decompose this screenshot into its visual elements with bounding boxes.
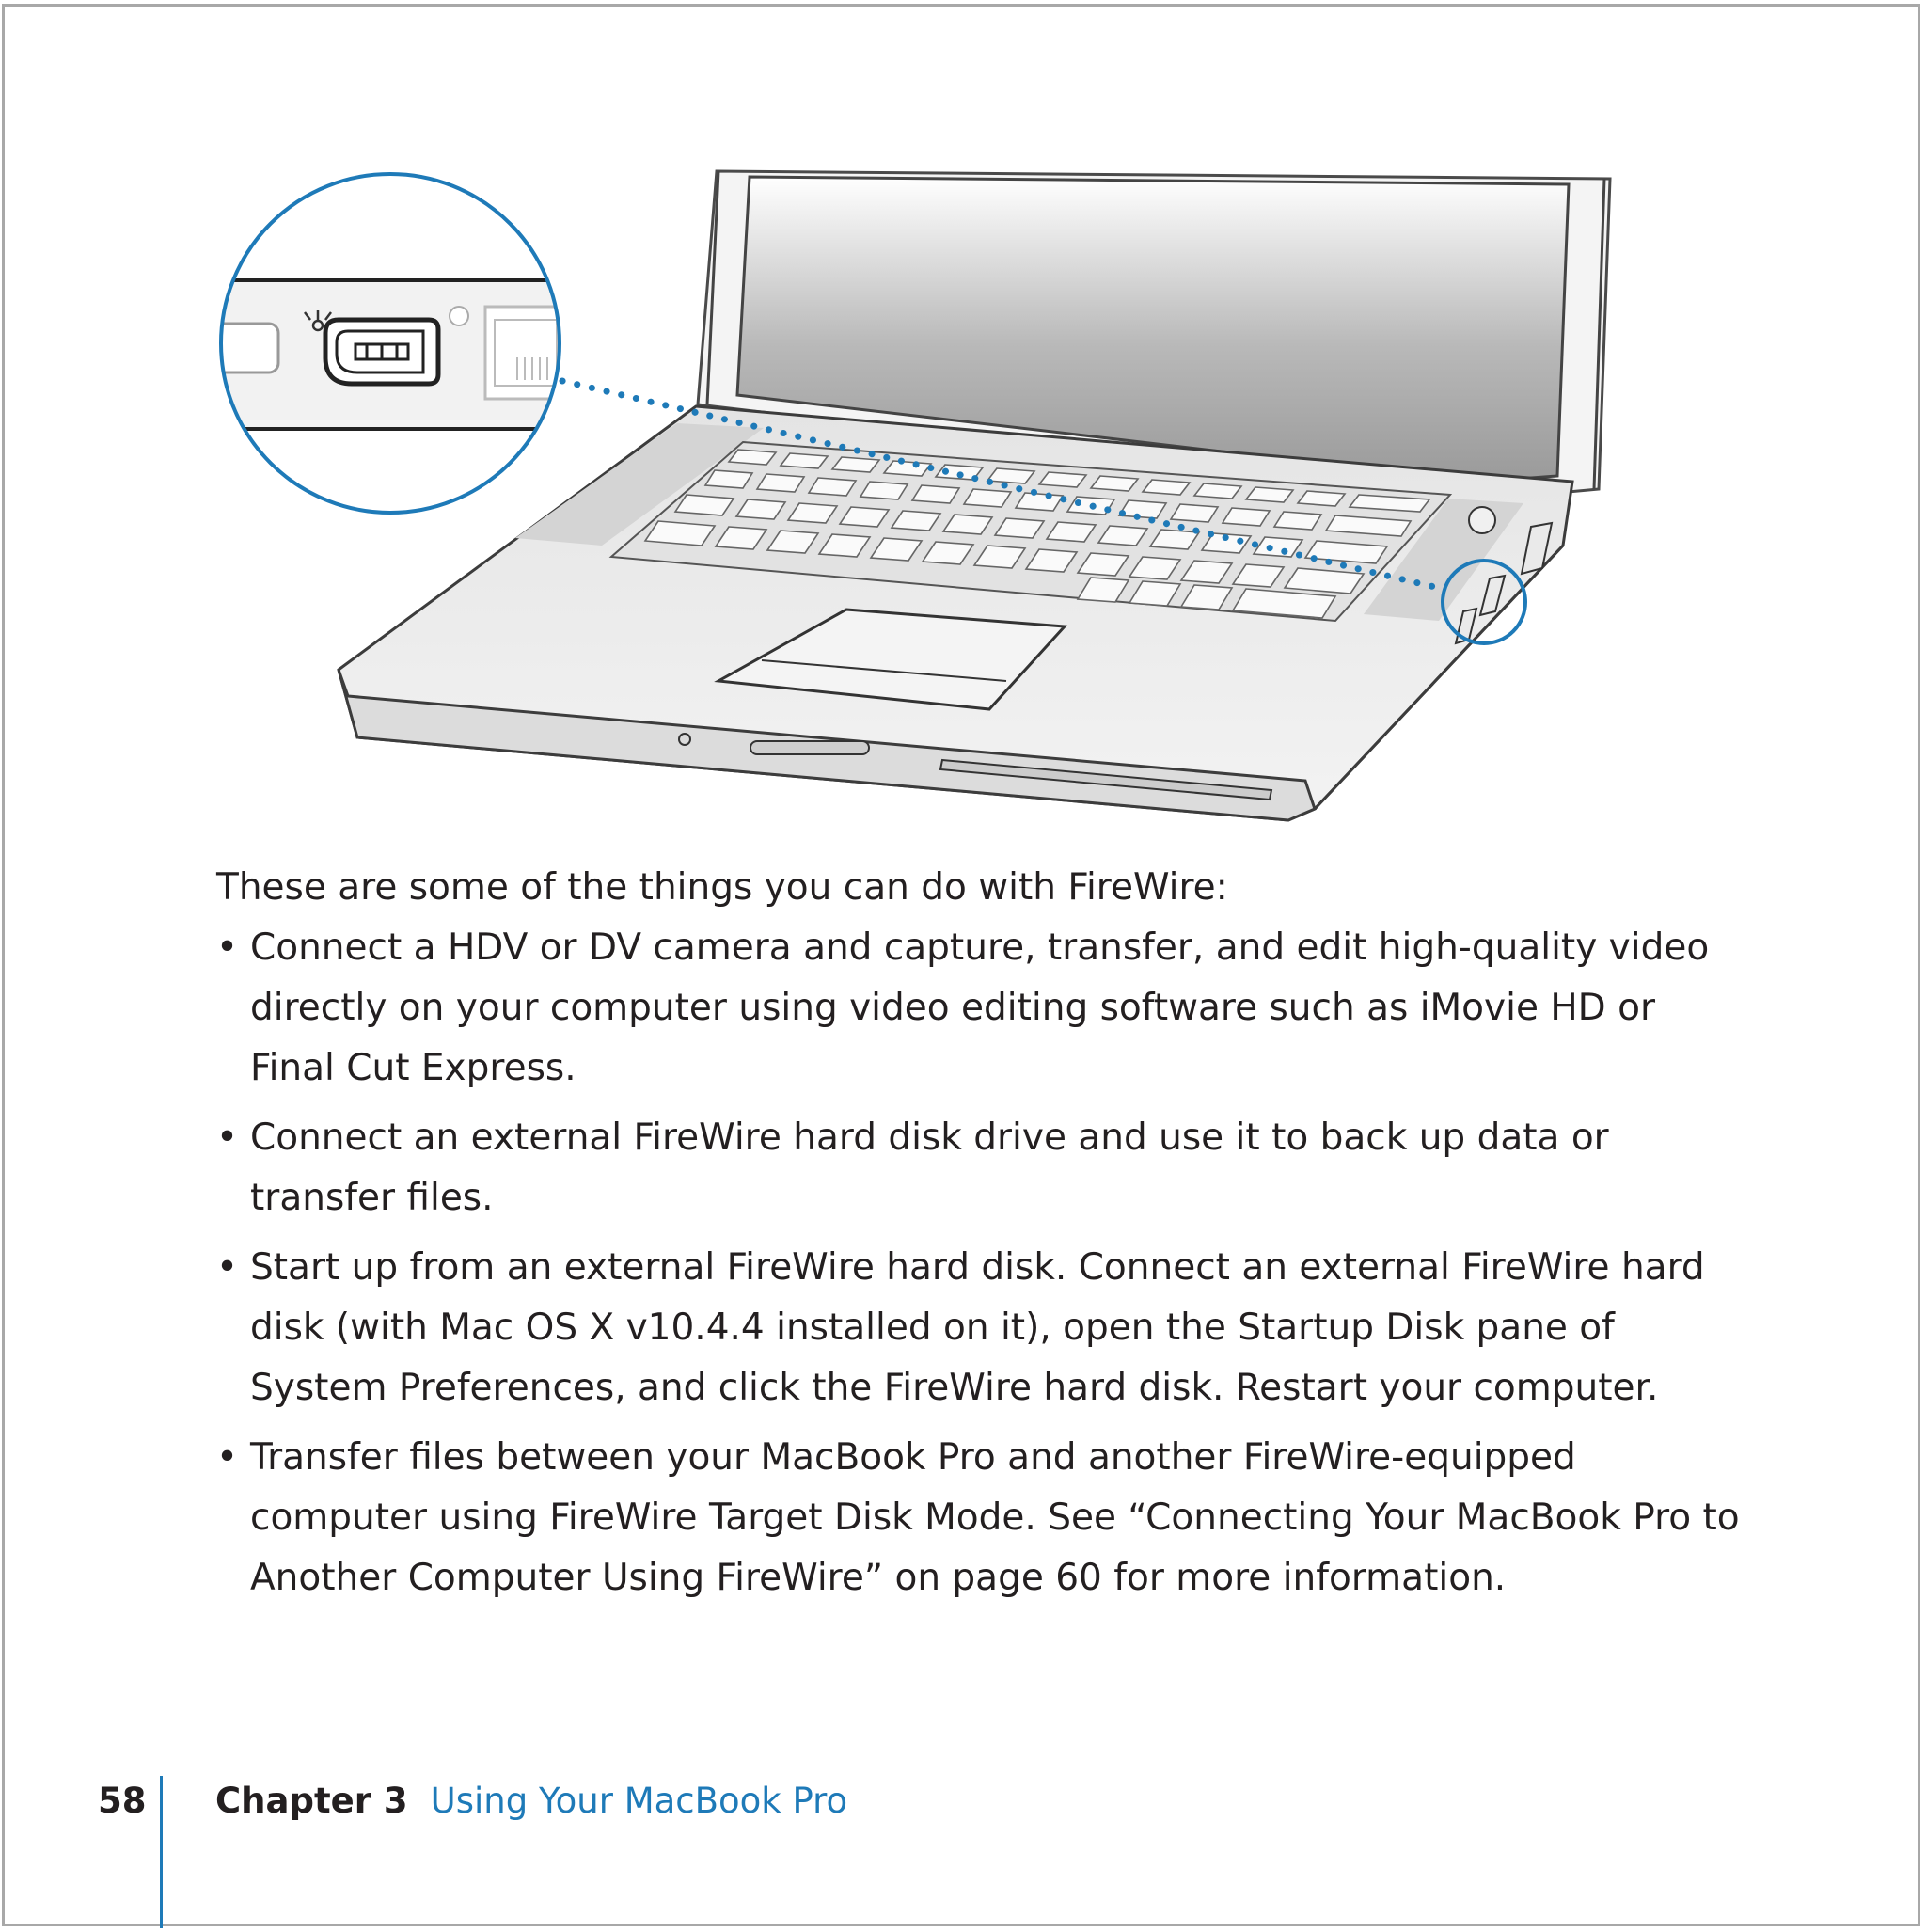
list-item [216, 918, 1740, 1099]
footer-divider [160, 1776, 163, 1928]
firewire-port-zoom-callout [209, 174, 564, 513]
chapter-label: Chapter 3 [215, 1781, 408, 1821]
list-item [216, 1108, 1740, 1228]
page-number: 58 [98, 1781, 147, 1821]
list-item-text: Start up from an external FireWire hard disk. Connect an external FireWire hard disk (with Mac OS X v10.4.4 installed on it), open the Startup Disk pane of System Preferences, and click the FireWire hard disk. Restart your computer. [250, 1246, 1705, 1409]
chapter-title: Using Your MacBook Pro [430, 1781, 848, 1821]
body-text [216, 858, 1740, 1618]
intro-paragraph: These are some of the things you can do with FireWire: [216, 866, 1228, 909]
bullet-glyph: • [216, 1246, 239, 1289]
bullet-glyph: • [216, 1116, 239, 1159]
list-item [216, 1238, 1740, 1418]
chapter-footer [215, 1781, 847, 1821]
list-item-text: Connect an external FireWire hard disk drive and use it to back up data or transfer files. [250, 1116, 1609, 1219]
laptop-base [339, 406, 1572, 820]
list-item-text: Transfer files between your MacBook Pro and another FireWire-equipped computer using FireWire Target Disk Mode. See “Connecting Your MacBook Pro to Another Computer Using FireWire” on page 60 for more information. [250, 1436, 1740, 1599]
firewire-uses-list [216, 918, 1740, 1608]
bullet-glyph: • [216, 1436, 239, 1479]
macbook-firewire-illustration [0, 0, 1926, 847]
bullet-glyph: • [216, 926, 239, 969]
list-item-text: Connect a HDV or DV camera and capture, transfer, and edit high-quality video directly on your computer using video editing software such as iMovie HD or Final Cut Express. [250, 926, 1710, 1089]
list-item [216, 1428, 1740, 1608]
